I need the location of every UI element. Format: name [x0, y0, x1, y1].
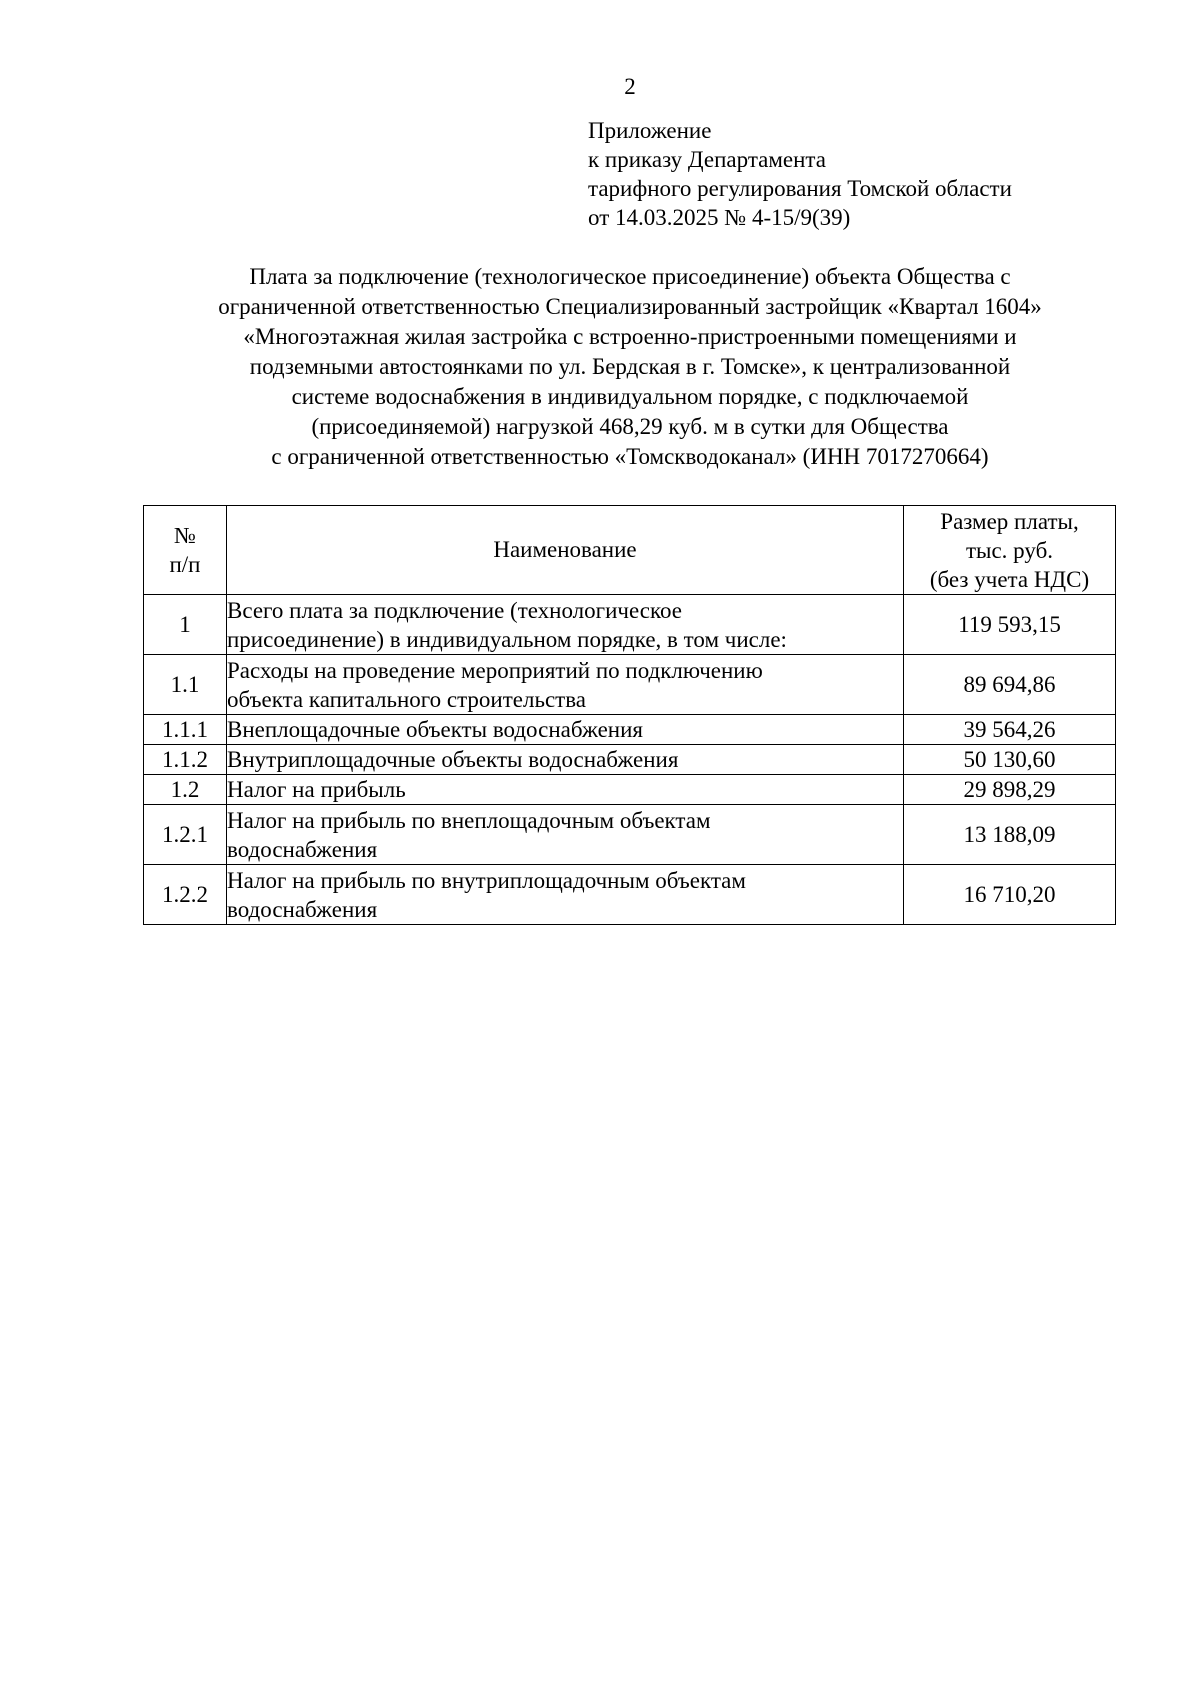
table-row	[144, 865, 1116, 925]
row-number: 1	[144, 595, 227, 655]
fee-table	[143, 505, 1116, 925]
row-name-line: присоединение) в индивидуальном порядке, в том числе:	[227, 626, 787, 652]
title-line: (присоединяемой) нагрузкой 468,29 куб. м в сутки для Общества	[311, 414, 949, 439]
row-name-line: Расходы на проведение мероприятий по подключению	[227, 657, 763, 683]
appendix-line: к приказу Департамента	[588, 147, 826, 172]
table-header-row	[144, 506, 1116, 595]
row-name-line: Налог на прибыль по внутриплощадочным объектам	[227, 867, 746, 893]
row-amount: 89 694,86	[904, 655, 1116, 715]
title-line: «Многоэтажная жилая застройка с встроенно-пристроенными помещениями и	[243, 324, 1017, 349]
row-name-line: водоснабжения	[227, 836, 378, 862]
header-text: (без учета НДС)	[929, 566, 1090, 592]
header-text: Размер платы,	[940, 508, 1079, 534]
row-number: 1.2.2	[144, 865, 227, 925]
row-name	[227, 805, 904, 865]
row-number: 1.1.2	[144, 745, 227, 775]
row-name: Внеплощадочные объекты водоснабжения	[227, 715, 904, 745]
row-name: Внутриплощадочные объекты водоснабжения	[227, 745, 904, 775]
document-title	[140, 262, 1120, 472]
title-line: системе водоснабжения в индивидуальном порядке, с подключаемой	[291, 384, 969, 409]
row-amount: 50 130,60	[904, 745, 1116, 775]
row-amount: 29 898,29	[904, 775, 1116, 805]
row-amount: 13 188,09	[904, 805, 1116, 865]
table-row	[144, 715, 1116, 745]
row-name-line: Всего плата за подключение (технологическое	[227, 597, 682, 623]
appendix-line: тарифного регулирования Томской области	[588, 176, 1012, 201]
appendix-line: Приложение	[588, 118, 712, 143]
row-name-line: Налог на прибыль по внеплощадочным объектам	[227, 807, 711, 833]
row-name-line: водоснабжения	[227, 896, 378, 922]
column-header-amount	[904, 506, 1116, 595]
table-row	[144, 595, 1116, 655]
header-text: п/п	[169, 552, 201, 577]
row-amount: 39 564,26	[904, 715, 1116, 745]
table-row	[144, 775, 1116, 805]
table-row	[144, 745, 1116, 775]
title-line: ограниченной ответственностью Специализированный застройщик «Квартал 1604»	[218, 294, 1042, 319]
row-amount: 119 593,15	[904, 595, 1116, 655]
header-text: №	[174, 523, 196, 548]
table-row	[144, 805, 1116, 865]
row-name	[227, 865, 904, 925]
row-name	[227, 655, 904, 715]
row-name: Налог на прибыль	[227, 775, 904, 805]
table-row	[144, 655, 1116, 715]
title-line: Плата за подключение (технологическое присоединение) объекта Общества с	[249, 264, 1011, 289]
appendix-line: от 14.03.2025 № 4-15/9(39)	[588, 205, 851, 230]
title-line: подземными автостоянками по ул. Бердская в г. Томске», к централизованной	[249, 354, 1011, 379]
row-amount: 16 710,20	[904, 865, 1116, 925]
row-number: 1.2	[144, 775, 227, 805]
page-number: 2	[624, 74, 636, 99]
row-number: 1.1.1	[144, 715, 227, 745]
row-number: 1.2.1	[144, 805, 227, 865]
row-name-line: объекта капитального строительства	[227, 686, 586, 712]
column-header-name: Наименование	[227, 506, 904, 595]
header-text: тыс. руб.	[965, 537, 1054, 563]
title-line: с ограниченной ответственностью «Томскводоканал» (ИНН 7017270664)	[271, 444, 989, 469]
column-header-number	[144, 506, 227, 595]
appendix-header	[588, 116, 1012, 232]
row-number: 1.1	[144, 655, 227, 715]
row-name	[227, 595, 904, 655]
